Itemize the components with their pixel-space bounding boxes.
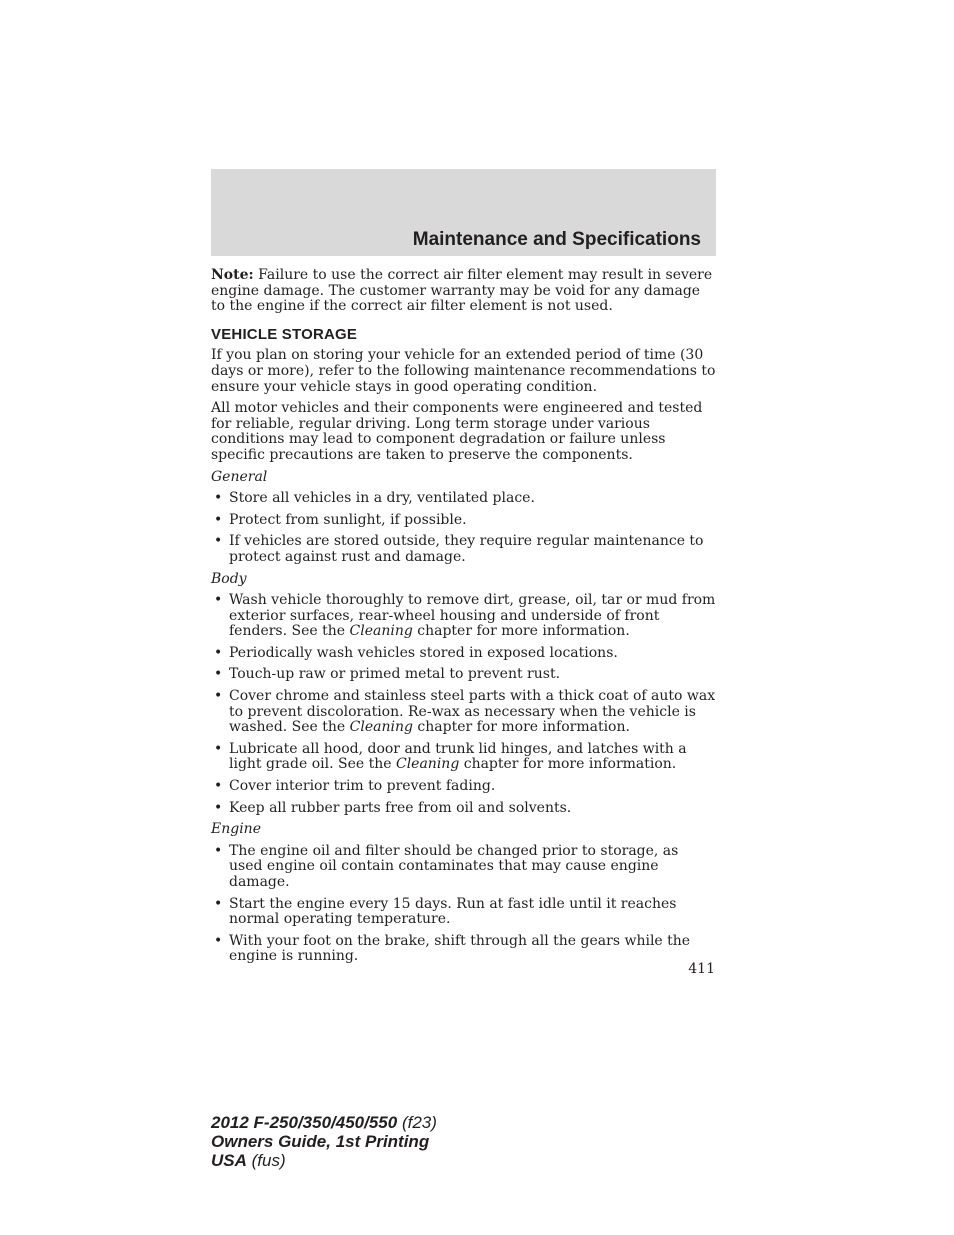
bullet-icon: •: [214, 895, 223, 912]
section-heading: VEHICLE STORAGE: [211, 325, 358, 343]
list-item: • Protect from sunlight, if possible.: [214, 511, 467, 528]
cleaning-reference: Cleaning: [349, 623, 413, 640]
list-item: • Keep all rubber parts free from oil and solvents.: [214, 799, 572, 816]
body-list: [211, 593, 716, 816]
bullet-icon: •: [214, 799, 223, 816]
note-text: Failure to use the correct air filter element may result in severe engine damage. The customer warranty may be void for any damage to the engine if the correct air filter element is not used.: [211, 267, 713, 315]
cleaning-reference: Cleaning: [395, 756, 460, 773]
chapter-header-band: [211, 169, 716, 256]
list-item: • Start the engine every 15 days. Run at fast idle until it reaches normal operating temperature.: [214, 895, 677, 928]
bullet-icon: •: [214, 688, 223, 705]
list-item: • If vehicles are stored outside, they require regular maintenance to protect against rust and damage.: [214, 533, 704, 565]
bullet-icon: •: [214, 778, 223, 795]
body-subheading: Body: [211, 570, 247, 587]
page-number: 411: [688, 961, 715, 977]
bullet-icon: •: [214, 644, 223, 661]
engine-list: [211, 844, 716, 965]
list-item: • Lubricate all hood, door and trunk lid hinges, and latches with a light grade oil. See the Cleaning chapter for more information.: [214, 740, 687, 773]
note-label: Note:: [211, 267, 254, 283]
list-item: • Store all vehicles in a dry, ventilated place.: [214, 490, 535, 507]
bullet-icon: •: [214, 592, 223, 609]
list-item: • Wash vehicle thoroughly to remove dirt, grease, oil, tar or mud from exterior surfaces, rear-wheel housing and underside of front fenders. See the Cleaning chapter for more information.: [214, 592, 716, 640]
bullet-icon: •: [214, 511, 223, 528]
intro-paragraph: If you plan on storing your vehicle for an extended period of time (30 days or more), refer to the following maintenance recommendations to ensure your vehicle stays in good operating condition.: [211, 347, 716, 395]
chapter-title: Maintenance and Specifications: [412, 229, 701, 250]
document-footer: [211, 1113, 437, 1170]
page-content: [211, 268, 716, 971]
engine-subheading: Engine: [211, 821, 261, 838]
cleaning-reference: Cleaning: [349, 719, 413, 736]
bullet-icon: •: [214, 666, 223, 683]
general-subheading: General: [211, 468, 268, 485]
list-item: • The engine oil and filter should be changed prior to storage, as used engine oil contain contaminates that may cause engine damage.: [214, 842, 679, 890]
bullet-icon: •: [214, 932, 223, 949]
components-paragraph: All motor vehicles and their components were engineered and tested for reliable, regular driving. Long term storage under various conditions may lead to component degradation or failure unless specific precautions are taken to preserve the components.: [211, 400, 703, 463]
general-list: [211, 491, 716, 565]
bullet-icon: •: [214, 842, 223, 859]
bullet-icon: •: [214, 533, 223, 550]
list-item: • Periodically wash vehicles stored in exposed locations.: [214, 644, 618, 661]
note-paragraph: [211, 268, 716, 315]
bullet-icon: •: [214, 490, 223, 507]
list-item: • Cover interior trim to prevent fading.: [214, 778, 496, 795]
footer-model-line: 2012 F-250/350/450/550 (f23): [211, 1113, 437, 1132]
footer-edition-line: Owners Guide, 1st Printing: [211, 1132, 430, 1151]
list-item: • With your foot on the brake, shift through all the gears while the engine is running.: [214, 932, 691, 965]
bullet-icon: •: [214, 740, 223, 757]
list-item: • Cover chrome and stainless steel parts with a thick coat of auto wax to prevent discoloration. Re-wax as necessary when the vehicle is washed. See the Cleaning chapter for more information.: [214, 688, 716, 736]
footer-market-line: USA (fus): [211, 1151, 286, 1170]
list-item: • Touch-up raw or primed metal to prevent rust.: [214, 666, 561, 683]
